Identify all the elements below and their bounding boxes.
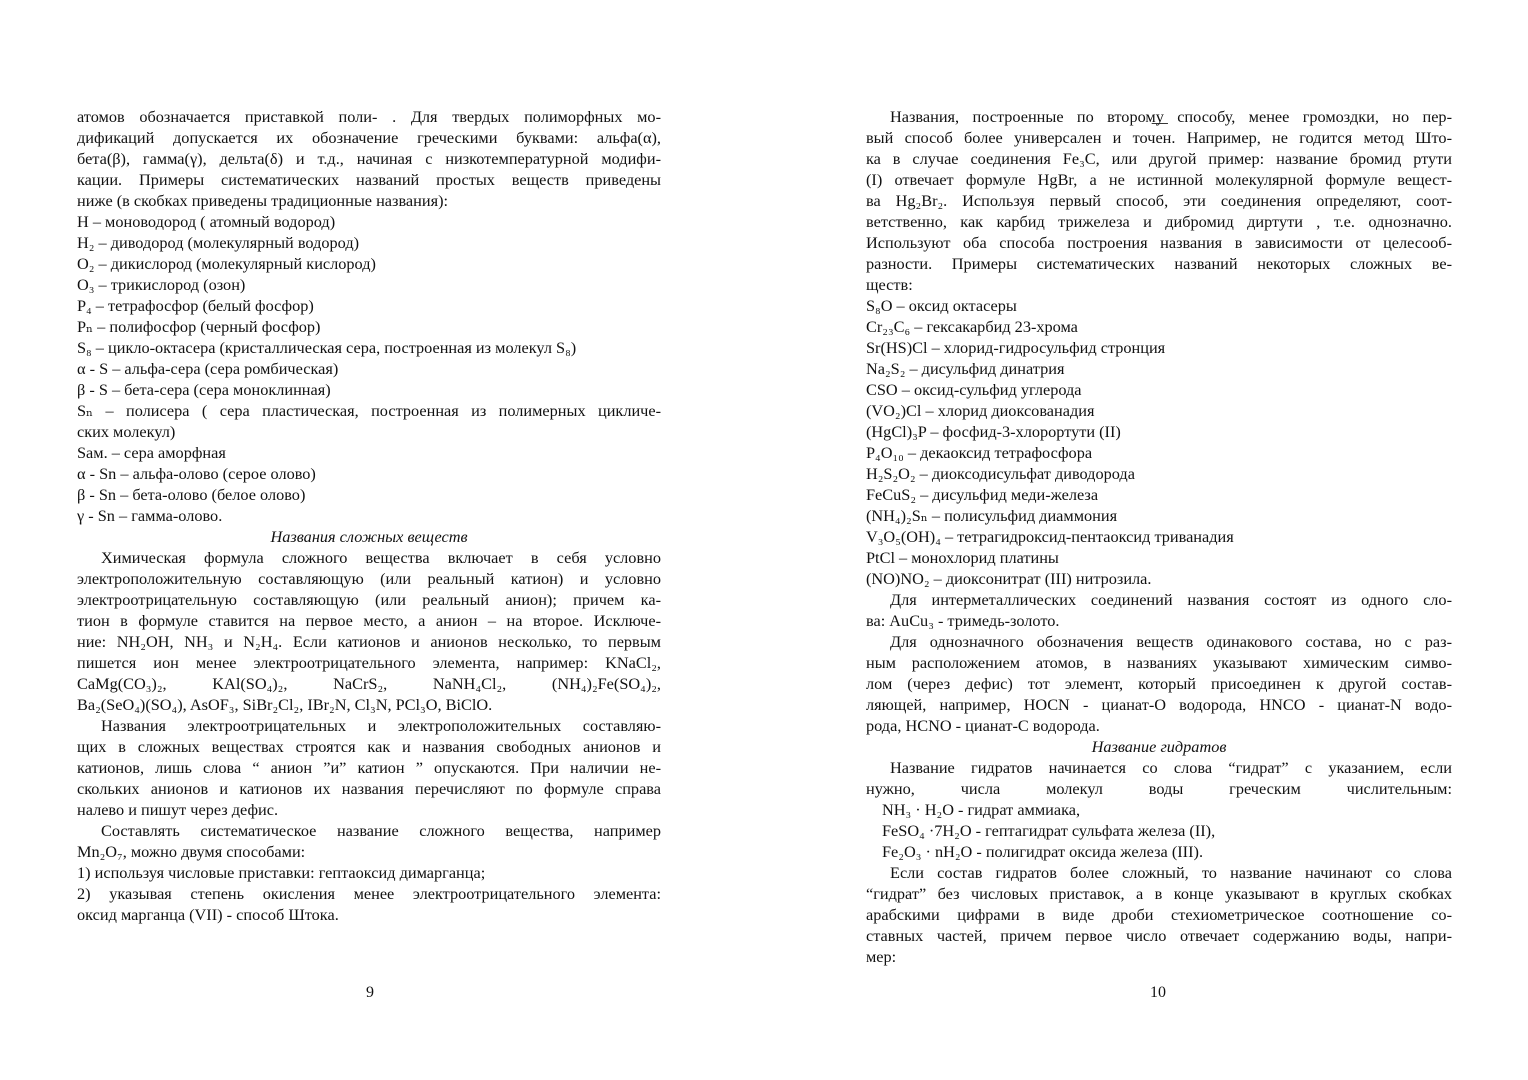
left-page-line: ние: NH₂OH, NH₃ и N₂H₄. Если катионов и анионов несколько, то первым xyxy=(77,632,661,651)
left-page-line: пишется ион менее электроотрицательного элемента, например: KNaCl₂, xyxy=(77,653,661,672)
right-page-line: Названия, построенные по втором̲у̲ способу, менее громоздки, но пер- xyxy=(890,107,1452,126)
right-page-line: S₈O – оксид октасеры xyxy=(866,296,1017,315)
left-page-line: O₂ – дикислород (молекулярный кислород) xyxy=(77,254,376,273)
right-page-line: ва: AuCu₃ - тримедь-золото. xyxy=(866,611,1060,630)
right-page-line: V₃O₅(OH)₄ – тетрагидроксид-пентаоксид триванадия xyxy=(866,527,1234,546)
right-page-line: Для однозначного обозначения веществ одинакового состава, но с раз- xyxy=(890,632,1452,651)
right-page-line: Cr₂₃C₆ – гексакарбид 23-хрома xyxy=(866,317,1078,336)
left-page-line: электроположительную составляющую (или реальный катион) и условно xyxy=(77,569,661,588)
left-page-line: Pₙ – полифосфор (черный фосфор) xyxy=(77,317,321,336)
left-page-text xyxy=(77,106,661,925)
right-page-line: (NO)NO₂ – диоксонитрат (III) нитрозила. xyxy=(866,569,1152,588)
left-page-line: O₃ – трикислород (озон) xyxy=(77,275,246,294)
right-page xyxy=(764,0,1528,1080)
right-page-line: (HgCl)₃P – фосфид-3-хлорортути (II) xyxy=(866,422,1121,441)
left-page-line: бета(β), гамма(γ), дельта(δ) и т.д., начиная с низкотемпературной модифи- xyxy=(77,149,661,168)
left-page-line: дификаций допускается их обозначение греческими буквами: альфа(α), xyxy=(77,128,661,147)
left-page-line: H – моноводород ( атомный водород) xyxy=(77,212,336,231)
left-page-line: катионов, лишь слова “ анион ”и” катион ” опускаются. При наличии не- xyxy=(77,758,661,777)
left-page-line: Sₙ – полисера ( сера пластическая, построенная из полимерных цикличе- xyxy=(77,401,661,420)
right-page-line: разности. Примеры систематических названий некоторых сложных ве- xyxy=(866,254,1452,273)
right-page-line: ветственно, как карбид трижелеза и дибромид диртути , т.е. однозначно. xyxy=(866,212,1452,231)
left-page-line: Названия сложных веществ xyxy=(270,527,468,546)
left-page-line: Sам. – сера аморфная xyxy=(77,443,226,462)
right-page-line: ва Hg₂Br₂. Используя первый способ, эти соединения определяют, соот- xyxy=(866,191,1452,210)
left-page-line: ских молекул) xyxy=(77,422,176,441)
right-page-line: ставных частей, причем первое число отвечает содержанию воды, напри- xyxy=(866,926,1452,945)
right-page-line: Название гидратов xyxy=(1091,737,1227,756)
right-page-line: мер: xyxy=(866,947,897,966)
right-page-line: ным расположением атомов, в названиях указывают химическим симво- xyxy=(866,653,1452,672)
left-page-line: щих в сложных веществах строятся как и названия свободных анионов и xyxy=(77,737,661,756)
right-page-line: вый способ более универсален и точен. Например, не годится метод Што- xyxy=(866,128,1452,147)
left-page-line: γ - Sn – гамма-олово. xyxy=(77,506,223,525)
left-page-line: атомов обозначается приставкой поли- . Для твердых полиморфных мо- xyxy=(77,107,661,126)
right-page-line: (NH₄)₂Sₙ – полисульфид диаммония xyxy=(866,506,1118,525)
right-page-line: Fe₂O₃ · nH₂O - полигидрат оксида железа (III). xyxy=(882,842,1204,861)
left-page-line: CaMg(CO₃)₂, KAl(SO₄)₂, NaCrS₂, NaNH₄Cl₂, (NH₄)₂Fe(SO₄)₂, xyxy=(77,674,661,693)
right-page-line: ка в случае соединения Fe₃C, или другой пример: название бромид ртути xyxy=(866,149,1452,168)
page-number-right: 10 xyxy=(1150,984,1166,1001)
left-page-line: H₂ – диводород (молекулярный водород) xyxy=(77,233,360,252)
right-page-line: Если состав гидратов более сложный, то название начинают со слова xyxy=(890,863,1452,882)
left-page-line: β - S – бета-сера (сера моноклинная) xyxy=(77,380,331,399)
left-page-line: α - S – альфа-сера (сера ромбическая) xyxy=(77,359,339,378)
right-page-line: лом (через дефис) тот элемент, который присоединен к другой состав- xyxy=(866,674,1452,693)
left-page-line: Химическая формула сложного вещества включает в себя условно xyxy=(101,548,661,567)
left-page-line: электроотрицательную составляющую (или реальный анион); причем ка- xyxy=(77,590,661,609)
right-page-line: ществ: xyxy=(866,275,913,294)
right-page-text xyxy=(866,106,1452,967)
left-page-line: β - Sn – бета-олово (белое олово) xyxy=(77,485,306,504)
right-page-line: Для интерметаллических соединений названия состоят из одного сло- xyxy=(890,590,1452,609)
left-page-line: Составлять систематическое название сложного вещества, например xyxy=(101,821,661,840)
page-number-left: 9 xyxy=(366,984,374,1001)
right-page-line: (VO₂)Cl – хлорид диоксованадия xyxy=(866,401,1095,420)
right-page-line: FeCuS₂ – дисульфид меди-железа xyxy=(866,485,1099,504)
left-page-line: скольких анионов и катионов их названия перечисляют по формуле справа xyxy=(77,779,661,798)
right-page-line: ляющей, например, HOCN - цианат-O водорода, HNCO - цианат-N водо- xyxy=(866,695,1452,714)
right-page-line: арабскими цифрами в виде дроби стехиометрическое соотношение со- xyxy=(866,905,1452,924)
right-page-line: нужно, числа молекул воды греческим числительным: xyxy=(866,779,1452,798)
left-page-line: ниже (в скобках приведены традиционные названия): xyxy=(77,191,449,210)
left-page-line: 1) используя числовые приставки: гептаоксид димарганца; xyxy=(77,863,486,882)
left-page-line: Mn₂O₇, можно двумя способами: xyxy=(77,842,306,861)
left-page-line: тион в формуле ставится на первое место, а анион – на второе. Исключе- xyxy=(77,611,661,630)
left-page-line: оксид марганца (VII) - способ Штока. xyxy=(77,905,339,924)
right-page-line: Используют оба способа построения названия в зависимости от целесооб- xyxy=(866,233,1452,252)
left-page-line: налево и пишут через дефис. xyxy=(77,800,279,819)
right-page-line: Sr(HS)Cl – хлорид-гидросульфид стронция xyxy=(866,338,1166,357)
left-page-line: α - Sn – альфа-олово (серое олово) xyxy=(77,464,316,483)
right-page-line: PtCl – монохлорид платины xyxy=(866,548,1059,567)
left-page-line: S₈ – цикло-октасера (кристаллическая сера, построенная из молекул S₈) xyxy=(77,338,577,357)
left-page-line: Ba₂(SeO₄)(SO₄), AsOF₃, SiBr₂Cl₂, IBr₂N, Cl₃N, PCl₃O, BiClO. xyxy=(77,695,493,714)
right-page-line: (I) отвечает формуле HgBr, а не истинной молекулярной формуле вещест- xyxy=(866,170,1452,189)
right-page-line: H₂S₂O₂ – диоксодисульфат диводорода xyxy=(866,464,1135,483)
left-page-line: P₄ – тетрафосфор (белый фосфор) xyxy=(77,296,314,315)
right-page-line: Название гидратов начинается со слова “гидрат” с указанием, если xyxy=(890,758,1452,777)
left-page-line: 2) указывая степень окисления менее электроотрицательного элемента: xyxy=(77,884,661,903)
right-page-line: рода, HCNO - цианат-C водорода. xyxy=(866,716,1100,735)
right-page-line: Na₂S₂ – дисульфид динатрия xyxy=(866,359,1065,378)
left-page-line: кации. Примеры систематических названий простых веществ приведены xyxy=(77,170,661,189)
right-page-line: FeSO₄ ·7H₂O - гептагидрат сульфата железа (II), xyxy=(882,821,1216,840)
left-page-line: Названия электроотрицательных и электроположительных составляю- xyxy=(101,716,661,735)
right-page-line: P₄O₁₀ – декаоксид тетрафосфора xyxy=(866,443,1093,462)
right-page-line: NH₃ · H₂O - гидрат аммиака, xyxy=(882,800,1081,819)
right-page-line: “гидрат” без числовых приставок, а в конце указывают в круглых скобках xyxy=(866,884,1452,903)
right-page-line: CSO – оксид-сульфид углерода xyxy=(866,380,1082,399)
